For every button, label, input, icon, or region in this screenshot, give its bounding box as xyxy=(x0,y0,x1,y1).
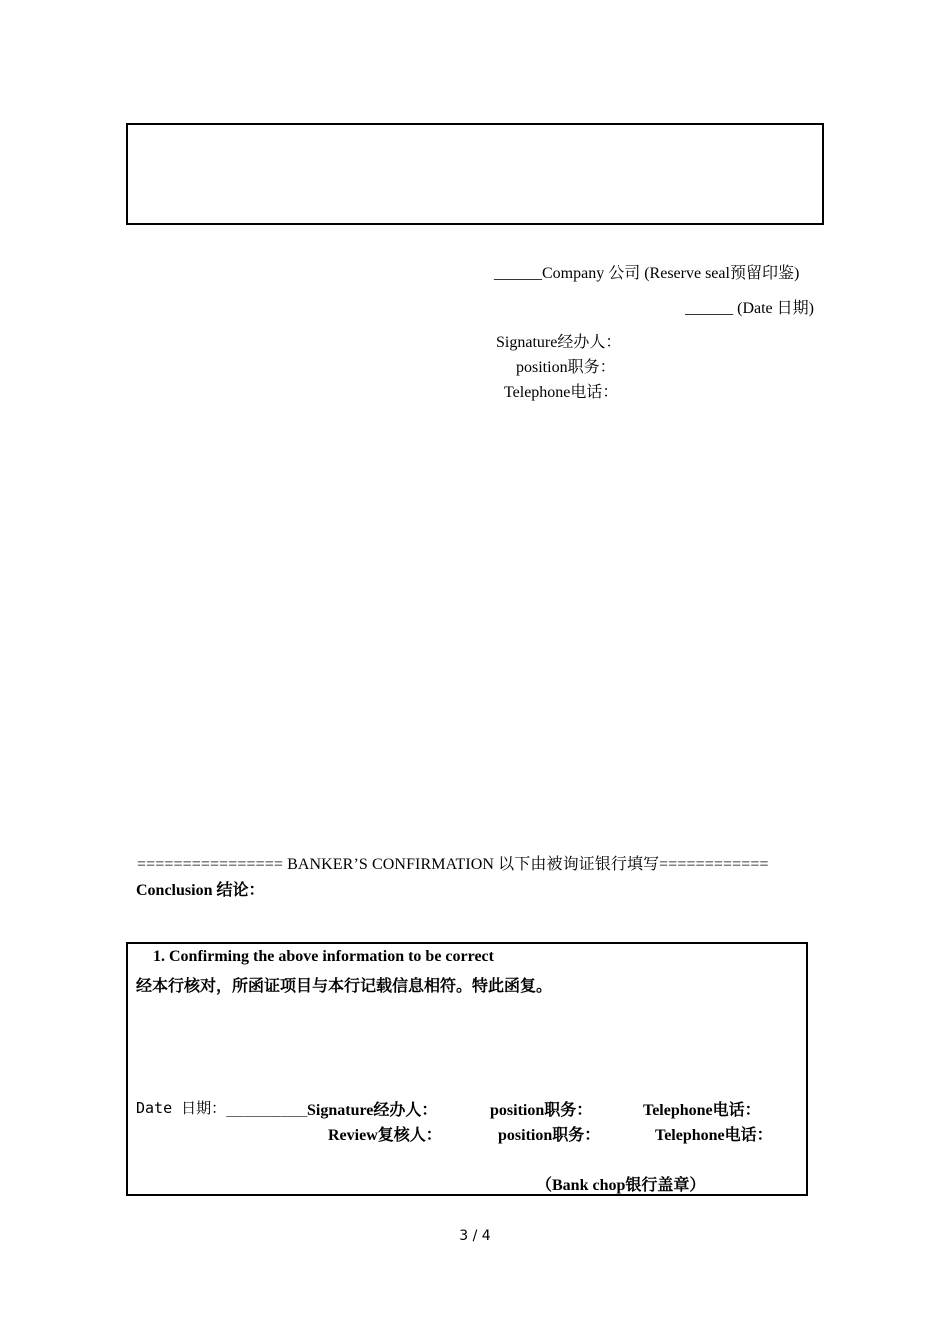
date-line: ______ (Date 日期) xyxy=(685,300,814,317)
bank-position-label: position职务： xyxy=(490,1102,593,1119)
page-number: 3 / 4 xyxy=(459,1228,491,1244)
conclusion-label: Conclusion 结论： xyxy=(136,882,265,899)
bankers-confirmation-banner: ================ BANKER’S CONFIRMATION 以下由被询证银行填写============ xyxy=(137,856,769,873)
bank-telephone-label: Telephone电话： xyxy=(643,1102,761,1119)
review-label: Review复核人： xyxy=(328,1127,442,1144)
date-label: Date 日期： xyxy=(136,1099,227,1117)
confirmation-item-text: 经本行核对，所函证项目与本行记载信息相符。特此函复。 xyxy=(136,978,553,995)
date-blank: _________ xyxy=(226,1099,308,1117)
review-telephone-label: Telephone电话： xyxy=(655,1127,773,1144)
position-label: position职务： xyxy=(516,359,616,376)
date-field xyxy=(136,1097,307,1118)
signature-label: Signature经办人： xyxy=(496,334,622,351)
confirmation-item-title: 1. Confirming the above information to be correct xyxy=(153,948,494,965)
bank-signature-label: Signature经办人： xyxy=(307,1102,438,1119)
bank-chop-label: （Bank chop银行盖章） xyxy=(536,1177,706,1194)
company-seal-line: ______Company 公司 (Reserve seal预留印鉴) xyxy=(494,265,800,282)
reserved-seal-box xyxy=(126,123,824,225)
review-position-label: position职务： xyxy=(498,1127,601,1144)
telephone-label: Telephone电话： xyxy=(504,384,619,401)
